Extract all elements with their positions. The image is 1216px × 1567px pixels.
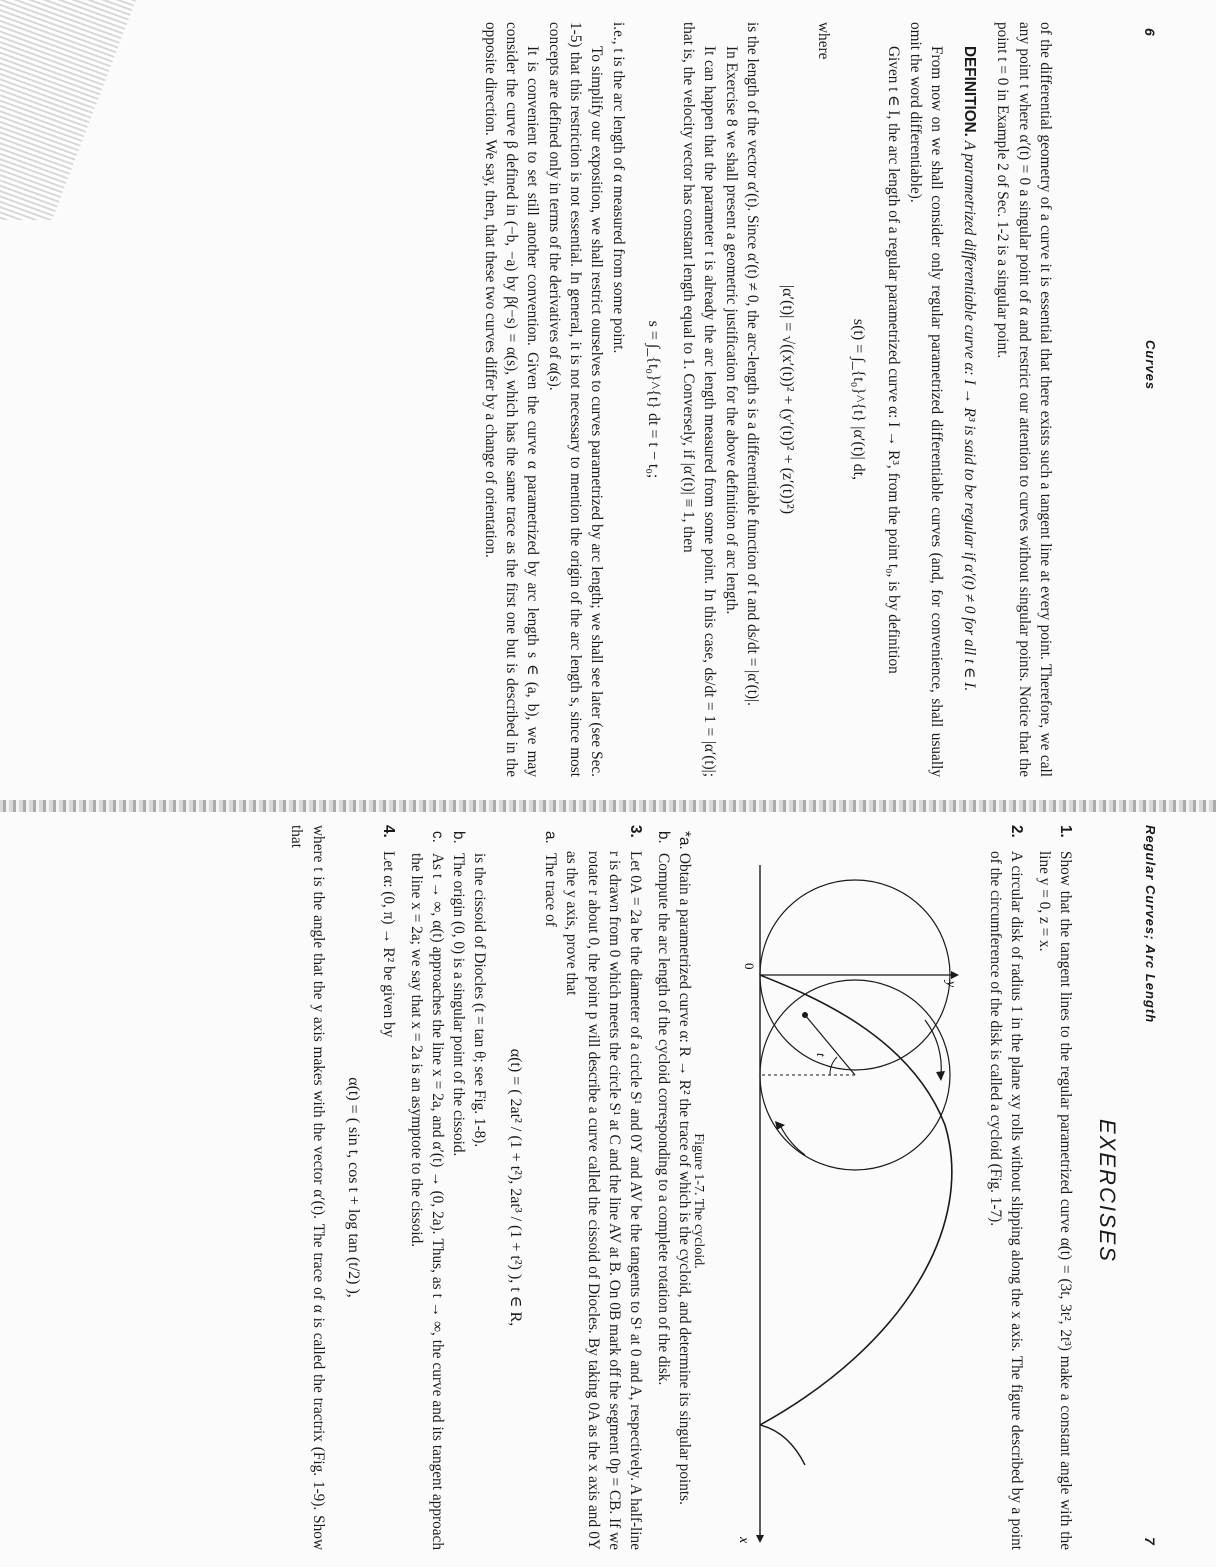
exercise-3a <box>540 825 561 1550</box>
exercise-3c-label: c. <box>428 831 446 843</box>
exercise-1-number: 1. <box>1057 825 1074 838</box>
paragraph-ie: i.e., t is the arc length of α measured from some point. <box>609 22 627 354</box>
exercise-2a-text: Obtain a parametrized curve α: R → R² the trace of which is the cycloid, and determine its singular points. <box>675 853 693 1505</box>
radius-line <box>805 1015 855 1075</box>
equation-s: s = ∫_{t₀}^{t} dt = t − t₀; <box>644 320 662 479</box>
exercise-3b <box>448 825 469 1550</box>
exercise-3a-tail-text: is the cissoid of Diocles (t = tan θ; see Fig. 1-8). <box>471 853 489 1148</box>
rotation-arrowhead <box>936 1071 945 1081</box>
exercise-3a-label: a. <box>542 831 560 844</box>
y-axis-arrow <box>951 971 959 979</box>
exercise-3b-text: The origin (0, 0) is a singular point of the cissoid. <box>450 853 468 1157</box>
paragraph-parameter-arc-length: It can happen that the parameter t is already the arc length measured from some point. In this case, ds/dt = 1 = |α′(t)|; that is, the velocity vector has constant length equal to 1. Conversely, if |α′(t)| ≡ 1, then <box>680 22 719 777</box>
origin-label: 0 <box>741 963 757 970</box>
definition-label: DEFINITION. <box>961 46 979 137</box>
angle-t-label: t <box>813 1053 829 1057</box>
exercise-1 <box>1033 825 1076 1550</box>
angle-arc <box>830 1057 837 1075</box>
where-label: where <box>814 22 832 60</box>
running-head-left: Curves <box>1143 340 1158 391</box>
left-text-column <box>479 22 1056 777</box>
equation-tractrix: α(t) = ( sin t, cos t + log tan (t/2) ), <box>344 1077 362 1298</box>
book-gutter <box>0 800 1216 812</box>
exercise-2b-label: b. <box>654 831 672 844</box>
exercise-4-tail: where t is the angle that the y axis makes with the vector α′(t). The trace of α is called the tractrix (Fig. 1-9). Show that <box>288 825 327 1550</box>
cycloid-diagram <box>715 825 985 1550</box>
exercise-4 <box>378 825 399 1550</box>
paragraph-orientation: It is convenient to set still another convention. Given the curve α parametrized by arc length s ∈ (a, b), we may consider the curve β defined in (−b, −a) by β(−s) = α(s), which has the same trace as the first one but is described in the opposite direction. We say, then, that these two curves differ by a change of orientation. <box>481 22 542 777</box>
exercise-3a-text: The trace of <box>542 853 560 927</box>
paragraph-exercise-8: In Exercise 8 we shall present a geometric justification for the above definition of arc length. <box>722 46 740 615</box>
exercise-4-number: 4. <box>380 825 398 838</box>
paragraph-regular-curves: From now on we shall consider only regular parametrized differentiable curves (and, for convenience, shall usually omit the word differentiable). <box>906 22 945 777</box>
exercise-3-text: Let 0A = 2a be the diameter of a circle S¹ and 0Y and AV be the tangents to S¹ at 0 and A, respectively. A half-line r is drawn from 0 which meets the circle S¹ at C and the line AV at B. On 0B mark off the segment 0p = CB. If we rotate r about 0, the point p will describe a curve called the cissoid of Diocles. By taking 0A as the x axis and 0Y as the y axis, prove that <box>563 851 645 1550</box>
paragraph-simplify: To simplify our exposition, we shall restrict ourselves to curves parametrized by arc length; we shall see later (see Sec. 1-5) that this restriction is not essential. In general, it is not necessary to mention the origin of the arc length s, since most concepts are defined only in terms of the derivatives of α(s). <box>545 22 606 777</box>
trace-point <box>802 1012 808 1018</box>
equation-arc-length: s(t) = ∫_{t₀}^{t} |α′(t)| dt, <box>849 318 867 481</box>
x-label: x <box>735 1537 751 1544</box>
exercise-2-number: 2. <box>1008 825 1026 838</box>
exercise-3b-label: b. <box>450 831 468 844</box>
running-head-right: Regular Curves; Arc Length <box>1143 825 1158 1024</box>
paragraph-arc-length-def: Given t ∈ I, the arc length of a regular parametrized curve α: I → R³, from the point t₀, is by definition <box>885 46 903 674</box>
equation-norm: |α′(t)| = √((x′(t))² + (y′(t))² + (z′(t))²) <box>779 284 797 515</box>
figure-cycloid <box>690 825 985 1567</box>
rotation-arrow-arc-2 <box>780 1125 805 1155</box>
page-curl <box>0 0 136 220</box>
right-page <box>0 815 1216 1567</box>
exercise-2b <box>652 825 673 1550</box>
exercise-3-number: 3. <box>627 825 645 838</box>
exercise-3 <box>561 825 646 1550</box>
equation-cissoid: α(t) = ( 2at² / (1 + t²), 2at³ / (1 + t²) ), t ∈ R, <box>506 1048 524 1327</box>
cycloid-next-arch <box>760 1425 805 1465</box>
exercise-2 <box>985 825 1028 1550</box>
exercise-4-text: Let α: (0, π) → R² be given by <box>380 851 398 1038</box>
definition <box>959 22 980 777</box>
y-label: y <box>942 981 958 988</box>
figure-caption: Figure 1-7. The cycloid. <box>690 1133 706 1269</box>
exercise-2a-label: *a. <box>675 831 693 850</box>
exercise-3a-tail <box>469 825 490 1550</box>
page-number-left: 6 <box>1142 28 1158 36</box>
right-text-column <box>286 825 1076 1550</box>
paragraph-intro: of the differential geometry of a curve it is essential that there exists such a tangent line at every point. Therefore, we call any point t where α′(t) = 0 a singular point of α and restrict our attention to curves without singular points. Notice that the point t = 0 in Example 2 of Sec. 1-2 is a singular point. <box>994 22 1054 777</box>
exercise-1-text: Show that the tangent lines to the regular parametrized curve α(t) = (3t, 3t², 2t³) make a constant angle with the line y = 0, z = x. <box>1035 851 1074 1550</box>
x-axis-arrow <box>756 1535 764 1543</box>
exercise-2b-text: Compute the arc length of the cycloid corresponding to a complete rotation of the disk. <box>654 853 672 1386</box>
exercise-3c <box>405 825 448 1550</box>
exercise-3c-text: As t → ∞, α(t) approaches the line x = 2a, and α′(t) → (0, 2a). Thus, as t → ∞, the curve and its tangent approach the line x = 2a; we say that x = 2a is an asymptote to the cissoid. <box>407 853 446 1550</box>
exercises-title: EXERCISES <box>1095 1119 1120 1263</box>
paragraph-after-norm: is the length of the vector α′(t). Since α′(t) ≠ 0, the arc-length s is a differentiable function of t and ds/dt = |α′(t)|. <box>744 22 762 706</box>
exercise-2-text: A circular disk of radius 1 in the plane xy rolls without slipping along the x axis. The figure described by a point of the circumference of the disk is called a cycloid (Fig. 1-7). <box>987 851 1026 1550</box>
exercise-2a <box>674 825 695 1550</box>
definition-text: A parametrized differentiable curve α: I → R³ is said to be regular if α′(t) ≠ 0 for all t ∈ I. <box>961 140 979 692</box>
page-number-right: 7 <box>1142 1537 1158 1545</box>
